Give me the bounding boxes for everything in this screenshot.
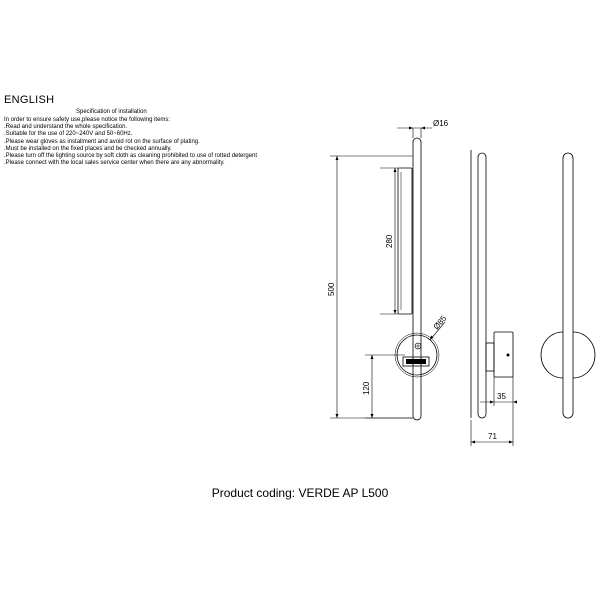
- spec-title: Specification of installation: [76, 109, 147, 115]
- driver-label: [406, 359, 426, 364]
- base-offset-label: 120: [362, 381, 371, 395]
- instruction-line: .Please connect with the local sales service center when there are any abnormality.: [4, 160, 225, 167]
- total-height-label: 500: [327, 282, 336, 296]
- base-diameter-label: Ø85: [431, 313, 449, 332]
- led-length-label: 280: [385, 234, 394, 248]
- language-heading: ENGLISH: [4, 94, 55, 106]
- front-led-panel: [398, 168, 412, 314]
- front-view: [395, 138, 439, 420]
- side-view: [471, 150, 513, 418]
- instruction-line: In order to ensure safety use,please notice the following items:: [4, 117, 171, 123]
- dim-total-height: [330, 156, 413, 418]
- depth-small-label: 35: [497, 392, 506, 401]
- tube-diameter-label: Ø16: [433, 119, 449, 128]
- dim-tube-diameter: [397, 127, 432, 139]
- depth-total-label: 71: [488, 432, 497, 441]
- side-base: [494, 332, 513, 377]
- instruction-line: .Please turn off the lighting source by soft cloth as cleaning prohibited to use of rotted detergent: [4, 153, 258, 160]
- dim-base-offset: [365, 355, 413, 418]
- back-tube: [563, 153, 573, 418]
- back-base-right-arc: [573, 332, 595, 378]
- back-view: [541, 153, 595, 418]
- instruction-line: .Read and understand the whole specification.: [4, 124, 128, 131]
- front-tube: [413, 138, 421, 420]
- instruction-line: .Suitable for the use of 220~240V and 50~60Hz.: [4, 131, 133, 138]
- product-coding: Product coding: VERDE AP L500: [211, 486, 389, 500]
- instruction-line: .Must be installed on the fixed places and be checked annually.: [4, 145, 172, 152]
- side-arm: [486, 343, 494, 371]
- back-base-left-arc: [541, 332, 563, 378]
- instruction-line: .Please wear gloves as installment and avoid rot on the surface of plating.: [4, 138, 200, 145]
- side-tube: [478, 153, 486, 418]
